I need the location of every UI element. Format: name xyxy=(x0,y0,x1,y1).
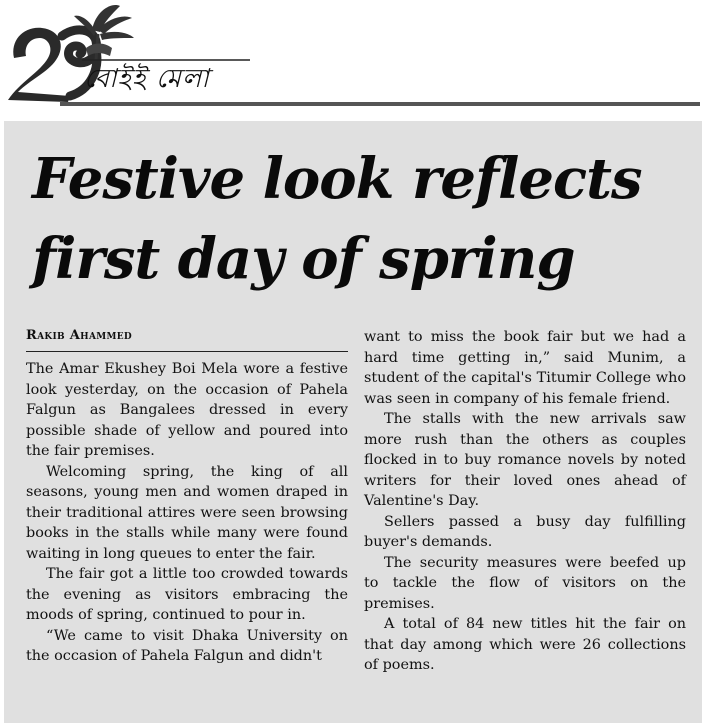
headline-line-2: first day of spring xyxy=(32,226,575,292)
paragraph: The security measures were beefed up to tackle the flow of visitors on the premises. xyxy=(364,554,686,612)
paragraph: A total of 84 new titles hit the fair on that day among which were 26 collections of poems. xyxy=(364,616,686,673)
paragraph: The stalls with the new arrivals saw more rush than the others as couples flocked in to buy romance novels by noted writers for their loved ones ahead of Valentine's Day. xyxy=(364,411,686,509)
paragraph: The Amar Ekushey Boi Mela wore a festive look yesterday, on the occasion of Pahela Falgun as Bangalees dressed in every possible shade of yellow and poured into the fair premises. xyxy=(26,361,348,459)
paragraph: Welcoming spring, the king of all seasons, young men and women draped in their traditional attires were seen browsing books in the stalls while many were found waiting in long queues to enter the fair. xyxy=(26,463,348,562)
right-column xyxy=(364,327,686,676)
paragraph: “We came to visit Dhaka University on the occasion of Pahela Falgun and didn't xyxy=(26,627,348,664)
paragraph: Sellers passed a busy day fulfilling buyer's demands. xyxy=(364,513,686,550)
article-panel xyxy=(4,121,702,723)
paragraph: The fair got a little too crowded towards the evening as visitors embracing the moods of spring, continued to pour in. xyxy=(26,566,348,623)
paragraph: want to miss the book fair but we had a hard time getting in,” said Munim, a student of the capital's Titumir College who was seen in company of his female friend. xyxy=(364,329,686,407)
byline: Rakib Ahammed xyxy=(26,327,348,352)
headline xyxy=(32,139,692,299)
masthead-title: বোইই মেলা xyxy=(84,64,210,94)
left-column xyxy=(26,327,348,667)
masthead xyxy=(0,0,704,118)
headline-line-1: Festive look reflects xyxy=(32,146,642,212)
